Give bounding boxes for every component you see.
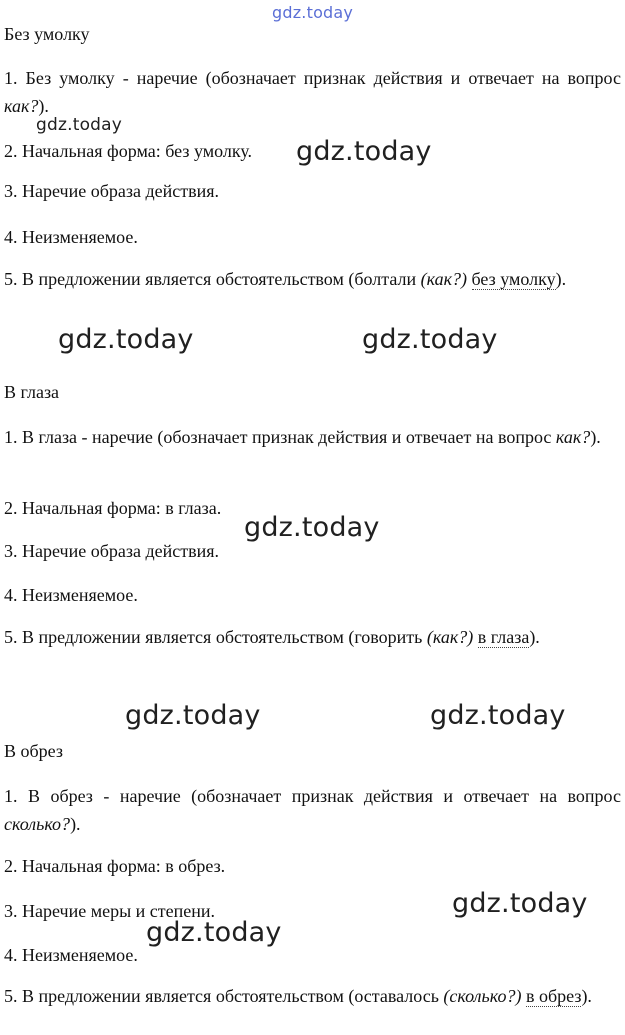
- item-2: 2. Начальная форма: в глаза.: [4, 498, 222, 518]
- item-5: 5. В предложении является обстоятельством (говорить (как?) в глаза).: [4, 627, 540, 647]
- item-2: 2. Начальная форма: в обрез.: [4, 856, 226, 876]
- watermark: gdz.today: [452, 888, 588, 919]
- item-3: 3. Наречие меры и степени.: [4, 901, 216, 921]
- item-3: 3. Наречие образа действия.: [4, 541, 219, 561]
- item-1: 1. В обрез - наречие (обозначает признак действия и отвечает на вопрос сколько?).: [4, 786, 621, 834]
- item-1: 1. Без умолку - наречие (обозначает признак действия и отвечает на вопрос как?).: [4, 68, 621, 116]
- item-2: 2. Начальная форма: без умолку.: [4, 141, 253, 161]
- watermark: gdz.today: [125, 700, 261, 731]
- item-5: 5. В предложении является обстоятельством (оставалось (сколько?) в обрез).: [4, 986, 592, 1006]
- item-1: 1. В глаза - наречие (обозначает признак действия и отвечает на вопрос как?).: [4, 427, 601, 447]
- watermark: gdz.today: [362, 324, 498, 355]
- item-3: 3. Наречие образа действия.: [4, 181, 219, 201]
- watermark: gdz.today: [296, 136, 432, 167]
- section-title: В обрез: [4, 741, 63, 761]
- watermark: gdz.today: [430, 700, 566, 731]
- watermark: gdz.today: [272, 3, 354, 22]
- item-4: 4. Неизменяемое.: [4, 945, 138, 965]
- watermark: gdz.today: [244, 512, 380, 543]
- section-title: Без умолку: [4, 24, 90, 44]
- item-4: 4. Неизменяемое.: [4, 227, 138, 247]
- item-4: 4. Неизменяемое.: [4, 585, 138, 605]
- watermark: gdz.today: [146, 917, 282, 948]
- watermark: gdz.today: [58, 324, 194, 355]
- section-title: В глаза: [4, 382, 60, 402]
- item-5: 5. В предложении является обстоятельством (болтали (как?) без умолку).: [4, 269, 567, 289]
- watermark: gdz.today: [36, 115, 123, 135]
